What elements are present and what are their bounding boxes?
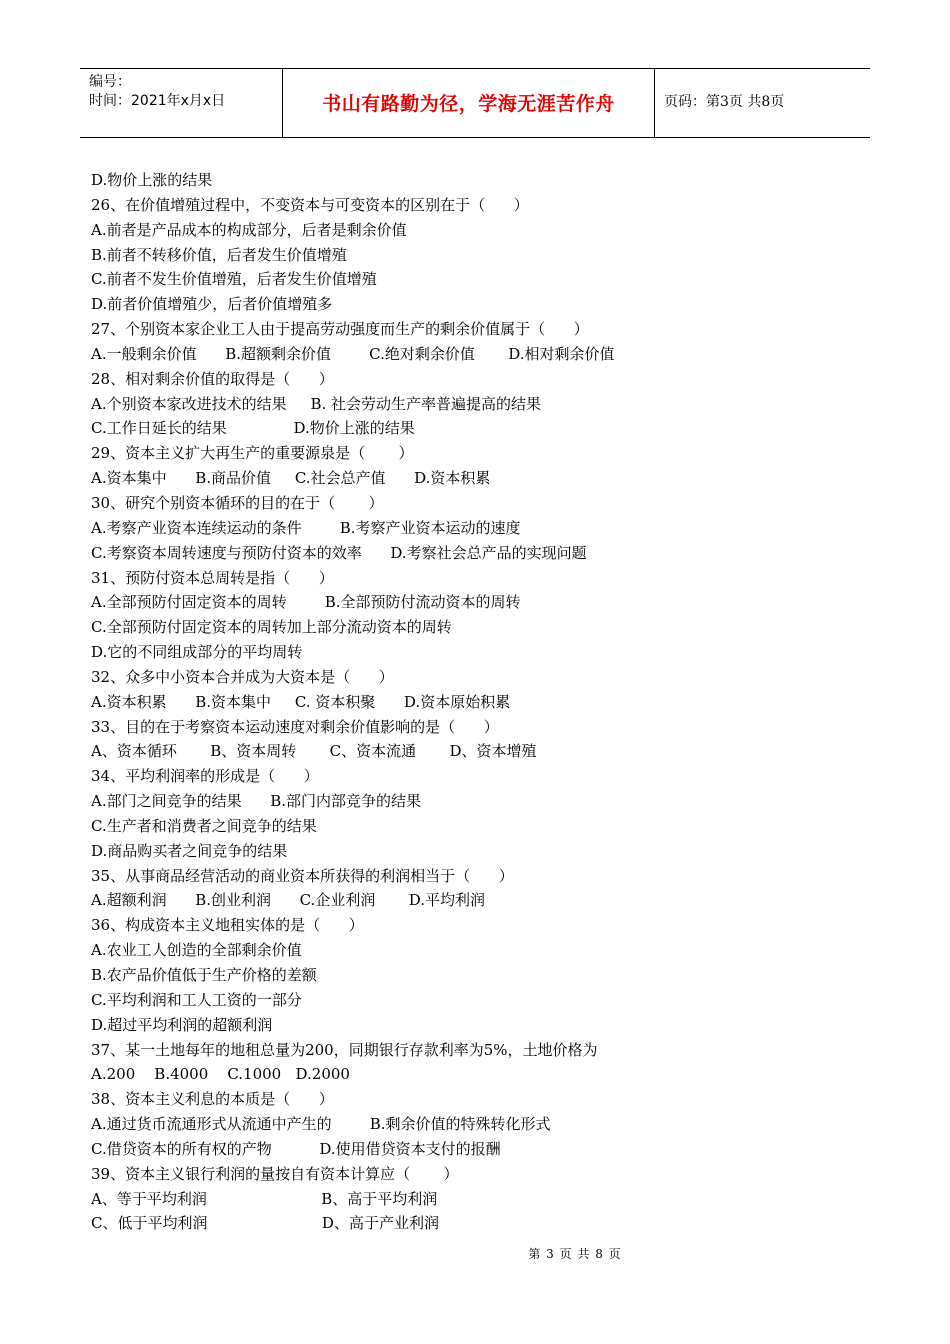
text-line: A.个别资本家改进技术的结果 B. 社会劳动生产率普遍提高的结果 <box>91 394 542 413</box>
text-line: C.工作日延长的结果 D.物价上涨的结果 <box>91 419 415 438</box>
text-line: C、低于平均利润 D、高于产业利润 <box>91 1214 439 1233</box>
text-line: D.前者价值增殖少，后者价值增殖多 <box>91 295 333 314</box>
text-line: A.全部预防付固定资本的周转 B.全部预防付流动资本的周转 <box>91 593 521 612</box>
text-line: 32、众多中小资本合并成为大资本是（ ） <box>91 667 394 686</box>
text-line: 26、在价值增殖过程中，不变资本与可变资本的区别在于（ ） <box>91 195 529 214</box>
text-line: A.一般剩余价值 B.超额剩余价值 C.绝对剩余价值 D.相对剩余价值 <box>91 344 615 363</box>
text-line: D.它的不同组成部分的平均周转 <box>91 643 303 662</box>
header-page-info: 页码：第3页 共8页 <box>664 94 785 110</box>
text-line: 37、某一土地每年的地租总量为200，同期银行存款利率为5%，土地价格为 <box>91 1040 598 1059</box>
text-line: A.通过货币流通形式从流通中产生的 B.剩余价值的特殊转化形式 <box>91 1115 551 1134</box>
text-line: B.前者不转移价值，后者发生价值增殖 <box>91 245 347 264</box>
text-line: A.考察产业资本连续运动的条件 B.考察产业资本运动的速度 <box>91 518 521 537</box>
text-line: 30、研究个别资本循环的目的在于（ ） <box>91 493 384 512</box>
text-line: C.借贷资本的所有权的产物 D.使用借贷资本支付的报酬 <box>91 1139 501 1158</box>
text-line: A.部门之间竞争的结果 B.部门内部竞争的结果 <box>91 792 422 811</box>
text-line: 33、目的在于考察资本运动速度对剩余价值影响的是（ ） <box>91 717 499 736</box>
header-meta <box>80 69 283 137</box>
text-line: 27、个别资本家企业工人由于提高劳动强度而生产的剩余价值属于（ ） <box>91 320 589 339</box>
text-line: C.生产者和消费者之间竞争的结果 <box>91 816 317 835</box>
document-number: 编号： <box>89 74 131 90</box>
text-line: D.物价上涨的结果 <box>91 171 213 189</box>
text-line: A.超额利润 B.创业利润 C.企业利润 D.平均利润 <box>91 891 485 910</box>
text-line: 36、构成资本主义地租实体的是（ ） <box>91 916 364 935</box>
text-line: A.农业工人创造的全部剩余价值 <box>91 941 302 960</box>
text-line: C.平均利润和工人工资的一部分 <box>91 990 302 1009</box>
document-time: 时间：2021年x月x日 <box>89 93 226 109</box>
text-line: 34、平均利润率的形成是（ ） <box>91 767 319 786</box>
text-line: C.全部预防付固定资本的周转加上部分流动资本的周转 <box>91 618 452 637</box>
text-line: A.200 B.4000 C.1000 D.2000 <box>91 1065 350 1084</box>
page-header <box>80 68 870 138</box>
text-line: C.考察资本周转速度与预防付资本的效率 D.考察社会总产品的实现问题 <box>91 543 587 562</box>
text-line: A.资本积累 B.资本集中 C. 资本积聚 D.资本原始积累 <box>91 692 511 711</box>
text-line: A.资本集中 B.商品价值 C.社会总产值 D.资本积累 <box>91 469 491 488</box>
text-line: 31、预防付资本总周转是指（ ） <box>91 568 334 587</box>
text-line: C.前者不发生价值增殖，后者发生价值增殖 <box>91 270 377 289</box>
footer-page-number: 第 3 页 共 8 页 <box>528 1247 622 1261</box>
text-line: 35、从事商品经营活动的商业资本所获得的利润相当于（ ） <box>91 866 514 885</box>
document-body <box>91 168 891 1236</box>
text-line: D.超过平均利润的超额利润 <box>91 1015 273 1034</box>
text-line: 29、资本主义扩大再生产的重要源泉是（ ） <box>91 444 414 463</box>
text-line: A、资本循环 B、资本周转 C、资本流通 D、资本增殖 <box>91 742 537 761</box>
text-line: 39、资本主义银行利润的量按自有资本计算应（ ） <box>91 1164 459 1183</box>
page-footer <box>0 1245 950 1262</box>
text-line: A.前者是产品成本的构成部分，后者是剩余价值 <box>91 220 407 239</box>
text-line: 38、资本主义利息的本质是（ ） <box>91 1090 334 1109</box>
text-line: A、等于平均利润 B、高于平均利润 <box>91 1189 438 1208</box>
text-line: D.商品购买者之间竞争的结果 <box>91 841 288 860</box>
text-line: B.农产品价值低于生产价格的差额 <box>91 966 317 984</box>
text-line: 28、相对剩余价值的取得是（ ） <box>91 369 334 388</box>
header-motto: 书山有路勤为径，学海无涯苦作舟 <box>283 69 655 137</box>
